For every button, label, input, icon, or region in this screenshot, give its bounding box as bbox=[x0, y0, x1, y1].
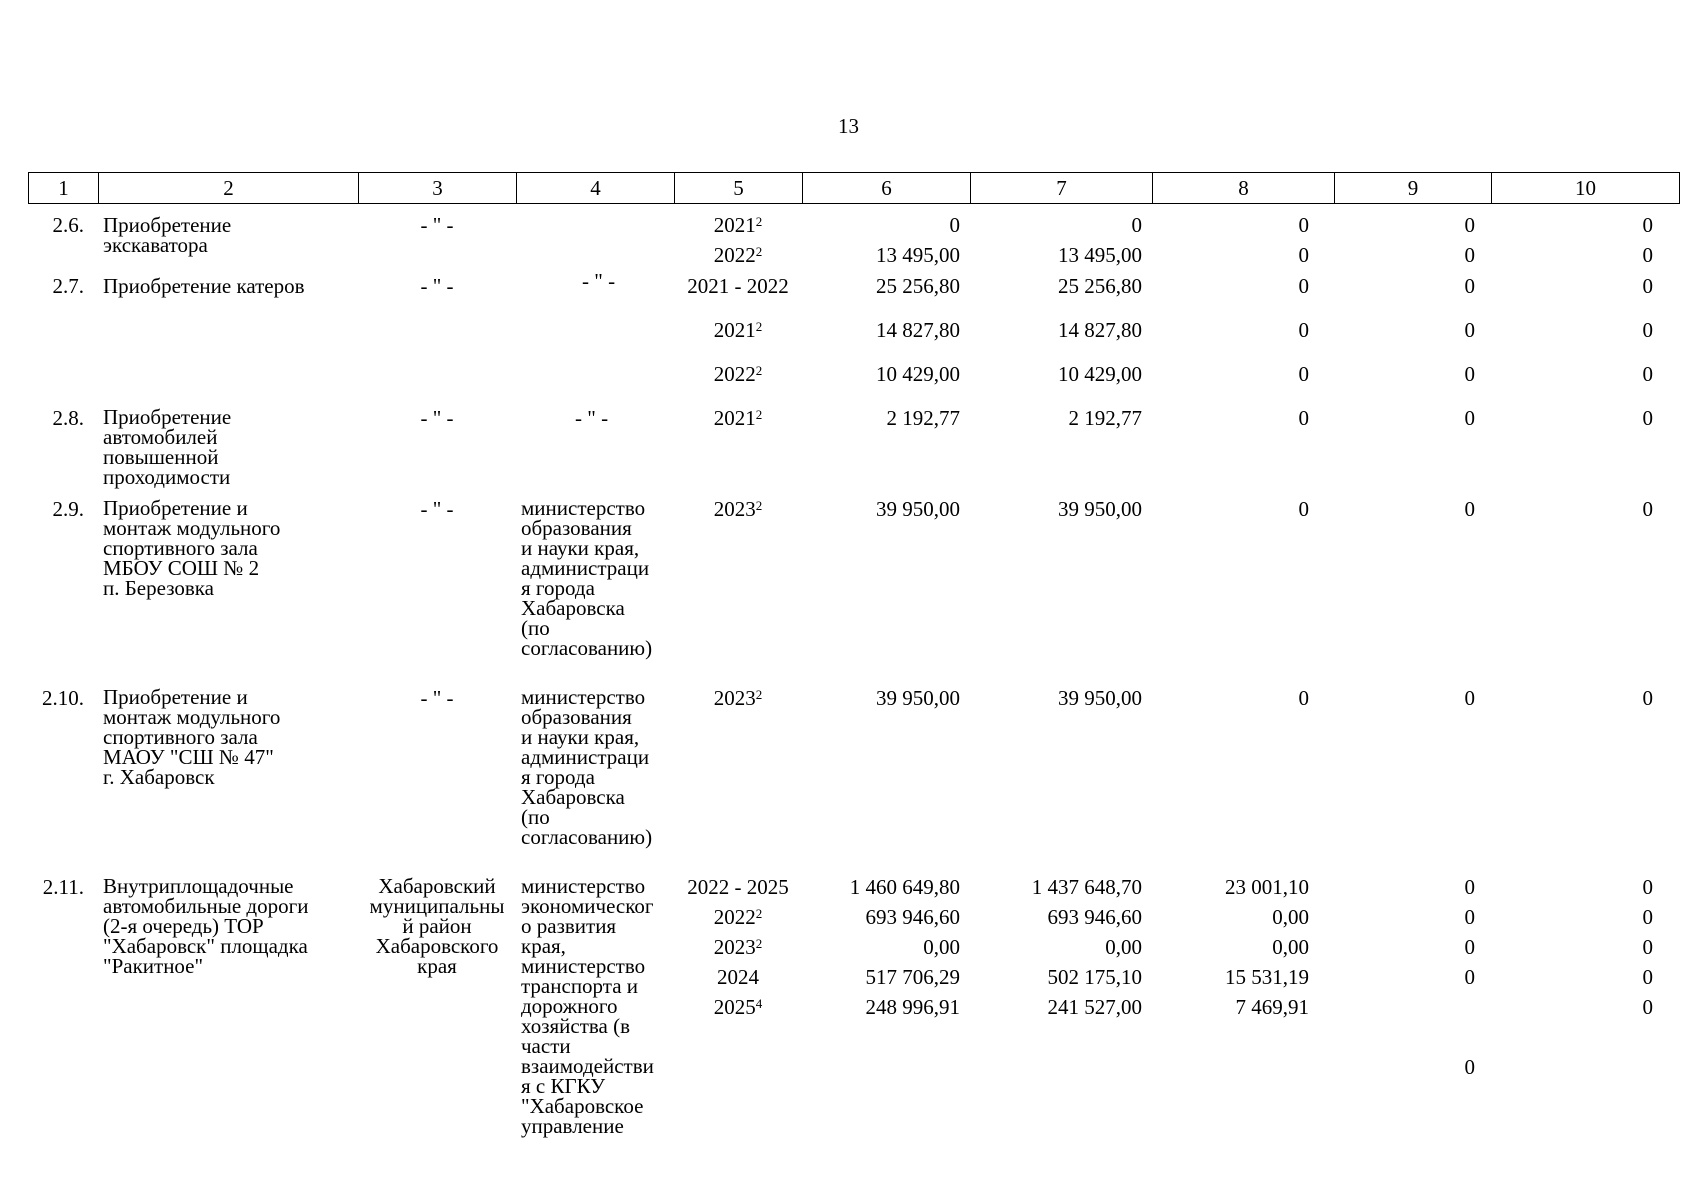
ditto-mark: - " - bbox=[575, 406, 609, 430]
cell-c7: 1 437 648,70 bbox=[1031, 875, 1142, 899]
cell-c7: 13 495,00 bbox=[1058, 243, 1142, 267]
year-cell: 2021 - 2022 bbox=[687, 274, 789, 298]
executor-line: администраци bbox=[521, 556, 650, 580]
row-name-line: Приобретение bbox=[103, 405, 232, 429]
row-name-line: спортивного зала bbox=[103, 536, 258, 560]
table-header bbox=[28, 172, 1680, 204]
cell-c9: 0 bbox=[1464, 497, 1475, 521]
ditto-mark: - " - bbox=[420, 406, 454, 430]
executor-line: согласованию) bbox=[521, 825, 653, 849]
cell-c7: 14 827,80 bbox=[1058, 318, 1142, 342]
row-name-line: автомобильные дороги bbox=[103, 894, 309, 918]
executor-line: дорожного bbox=[521, 994, 618, 1018]
column-header-7: 7 bbox=[971, 173, 1153, 203]
year-cell: 2021$^2$ bbox=[713, 406, 763, 430]
location-line: края bbox=[417, 954, 457, 978]
year-cell: 2022$^2$ bbox=[713, 905, 763, 929]
executor-line: и науки края, bbox=[521, 725, 640, 749]
row-name-line: "Ракитное" bbox=[103, 954, 204, 978]
year-cell: 2022$^2$ bbox=[713, 362, 763, 386]
cell-c6: 0 bbox=[949, 213, 960, 237]
location-line: Хабаровского bbox=[375, 934, 499, 958]
cell-c9: 0 bbox=[1464, 362, 1475, 386]
cell-c10: 0 bbox=[1642, 686, 1653, 710]
cell-c10: 0 bbox=[1642, 497, 1653, 521]
cell-c10: 0 bbox=[1642, 318, 1653, 342]
row-name-line: Приобретение и bbox=[103, 496, 248, 520]
cell-c6: 10 429,00 bbox=[876, 362, 960, 386]
column-header-8: 8 bbox=[1153, 173, 1335, 203]
executor-line: экономическог bbox=[521, 894, 654, 918]
executor-line: взаимодействи bbox=[521, 1054, 654, 1078]
row-name-line: проходимости bbox=[103, 465, 231, 489]
cell-c6: 2 192,77 bbox=[886, 406, 960, 430]
executor-line: Хабаровска bbox=[521, 785, 625, 809]
page-number: 13 bbox=[838, 114, 859, 138]
executor-line: министерство bbox=[521, 685, 646, 709]
executor-line: я города bbox=[521, 765, 595, 789]
column-header-1: 1 bbox=[29, 173, 99, 203]
row-name-line: Приобретение и bbox=[103, 685, 248, 709]
cell-c9: 0 bbox=[1464, 318, 1475, 342]
cell-c7: 39 950,00 bbox=[1058, 686, 1142, 710]
row-number: 2.7. bbox=[52, 274, 84, 298]
cell-c10: 0 bbox=[1642, 362, 1653, 386]
year-cell: 2023$^2$ bbox=[713, 686, 763, 710]
row-name-line: экскаватора bbox=[103, 233, 208, 257]
cell-c7: 10 429,00 bbox=[1058, 362, 1142, 386]
cell-c8: 0 bbox=[1298, 497, 1309, 521]
cell-c9: 0 bbox=[1464, 243, 1475, 267]
cell-c10: 0 bbox=[1642, 965, 1653, 989]
cell-c7: 25 256,80 bbox=[1058, 274, 1142, 298]
year-cell: 2021$^2$ bbox=[713, 213, 763, 237]
cell-c7: 2 192,77 bbox=[1068, 406, 1142, 430]
year-cell: 2022$^2$ bbox=[713, 243, 763, 267]
cell-c9: 0 bbox=[1464, 406, 1475, 430]
cell-c10: 0 bbox=[1642, 995, 1653, 1019]
row-name-line: п. Березовка bbox=[103, 576, 214, 600]
column-header-3: 3 bbox=[359, 173, 517, 203]
ditto-mark: - " - bbox=[420, 497, 454, 521]
ditto-mark: - " - bbox=[420, 686, 454, 710]
executor-line: и науки края, bbox=[521, 536, 640, 560]
cell-c10: 0 bbox=[1642, 905, 1653, 929]
year-cell: 2023$^2$ bbox=[713, 497, 763, 521]
cell-c8: 0 bbox=[1298, 274, 1309, 298]
executor-line: я с КГКУ bbox=[521, 1074, 606, 1098]
executor-line: министерство bbox=[521, 954, 646, 978]
row-number: 2.10. bbox=[42, 686, 84, 710]
row-name-line: г. Хабаровск bbox=[103, 765, 215, 789]
executor-line: (по bbox=[521, 805, 550, 829]
executor-line: образования bbox=[521, 705, 632, 729]
cell-c8: 0 bbox=[1298, 362, 1309, 386]
row-number: 2.8. bbox=[52, 406, 84, 430]
executor-line: согласованию) bbox=[521, 636, 653, 660]
cell-c9: 0 bbox=[1464, 274, 1475, 298]
cell-c10: 0 bbox=[1642, 243, 1653, 267]
cell-c6: 14 827,80 bbox=[876, 318, 960, 342]
row-name-line: спортивного зала bbox=[103, 725, 258, 749]
cell-c7: 0 bbox=[1131, 213, 1142, 237]
cell-c9: 0 bbox=[1464, 905, 1475, 929]
executor-line: транспорта и bbox=[521, 974, 639, 998]
cell-c10: 0 bbox=[1642, 875, 1653, 899]
cell-c8: 0,00 bbox=[1272, 905, 1309, 929]
cell-c8: 0,00 bbox=[1272, 935, 1309, 959]
executor-line: образования bbox=[521, 516, 632, 540]
cell-c10: 0 bbox=[1642, 935, 1653, 959]
cell-c8: 15 531,19 bbox=[1225, 965, 1309, 989]
column-header-9: 9 bbox=[1335, 173, 1492, 203]
row-number: 2.11. bbox=[42, 875, 84, 899]
row-name-line: "Хабаровск" площадка bbox=[103, 934, 308, 958]
ditto-mark: - " - bbox=[582, 269, 616, 293]
cell-c6: 25 256,80 bbox=[876, 274, 960, 298]
cell-c6: 1 460 649,80 bbox=[849, 875, 960, 899]
cell-c8: 23 001,10 bbox=[1225, 875, 1309, 899]
location-line: муниципальны bbox=[369, 894, 505, 918]
executor-line: министерство bbox=[521, 496, 646, 520]
cell-c9: 0 bbox=[1464, 935, 1475, 959]
cell-c8: 0 bbox=[1298, 406, 1309, 430]
cell-c7: 39 950,00 bbox=[1058, 497, 1142, 521]
executor-line: Хабаровска bbox=[521, 596, 625, 620]
cell-c7: 241 527,00 bbox=[1047, 995, 1142, 1019]
row-name-line: МБОУ СОШ № 2 bbox=[103, 556, 260, 580]
cell-c8: 0 bbox=[1298, 213, 1309, 237]
row-name-line: Приобретение катеров bbox=[103, 274, 305, 298]
executor-line: я города bbox=[521, 576, 595, 600]
cell-c6: 693 946,60 bbox=[865, 905, 960, 929]
cell-c6: 248 996,91 bbox=[865, 995, 960, 1019]
cell-c10: 0 bbox=[1642, 406, 1653, 430]
row-name-line: Внутриплощадочные bbox=[103, 874, 294, 898]
column-header-6: 6 bbox=[803, 173, 971, 203]
executor-line: министерство bbox=[521, 874, 646, 898]
row-number: 2.9. bbox=[52, 497, 84, 521]
executor-line: края, bbox=[521, 934, 566, 958]
row-name-line: Приобретение bbox=[103, 213, 232, 237]
column-header-5: 5 bbox=[675, 173, 803, 203]
cell-c10: 0 bbox=[1642, 213, 1653, 237]
cell-c8: 0 bbox=[1298, 318, 1309, 342]
cell-c8: 0 bbox=[1298, 686, 1309, 710]
location-line: Хабаровский bbox=[378, 874, 496, 898]
executor-line: управление bbox=[521, 1114, 624, 1138]
cell-c8: 0 bbox=[1298, 243, 1309, 267]
location-line: й район bbox=[402, 914, 472, 938]
executor-line: администраци bbox=[521, 745, 650, 769]
executor-line: о развития bbox=[521, 914, 617, 938]
cell-c6: 39 950,00 bbox=[876, 497, 960, 521]
year-cell: 2023$^2$ bbox=[713, 935, 763, 959]
column-header-2: 2 bbox=[99, 173, 359, 203]
year-cell: 2025$^4$ bbox=[713, 995, 763, 1019]
cell-c6: 0,00 bbox=[923, 935, 960, 959]
cell-c9: 0 bbox=[1464, 686, 1475, 710]
row-name-line: (2-я очередь) ТОР bbox=[103, 914, 264, 938]
ditto-mark: - " - bbox=[420, 213, 454, 237]
year-cell: 2022 - 2025 bbox=[687, 875, 789, 899]
executor-line: "Хабаровское bbox=[521, 1094, 644, 1118]
row-name-line: повышенной bbox=[103, 445, 219, 469]
cell-c9: 0 bbox=[1464, 875, 1475, 899]
executor-line: хозяйства (в bbox=[521, 1014, 631, 1038]
row-name-line: автомобилей bbox=[103, 425, 218, 449]
cell-c7: 502 175,10 bbox=[1047, 965, 1142, 989]
cell-c7: 0,00 bbox=[1105, 935, 1142, 959]
cell-c9: 0 bbox=[1464, 213, 1475, 237]
executor-line: части bbox=[521, 1034, 571, 1058]
cell-c10: 0 bbox=[1642, 274, 1653, 298]
year-cell: 2021$^2$ bbox=[713, 318, 763, 342]
row-number: 2.6. bbox=[52, 213, 84, 237]
cell-c9: 0 bbox=[1464, 965, 1475, 989]
cell-c7: 693 946,60 bbox=[1047, 905, 1142, 929]
cell-c6: 517 706,29 bbox=[865, 965, 960, 989]
cell-c6: 39 950,00 bbox=[876, 686, 960, 710]
year-cell: 2024 bbox=[717, 965, 759, 989]
row-name-line: МАОУ "СШ № 47" bbox=[103, 745, 274, 769]
column-header-4: 4 bbox=[517, 173, 675, 203]
row-name-line: монтаж модульного bbox=[103, 705, 281, 729]
ditto-mark: - " - bbox=[420, 274, 454, 298]
column-header-10: 10 bbox=[1575, 176, 1596, 200]
cell-c9: 0 bbox=[1464, 1055, 1475, 1079]
executor-line: (по bbox=[521, 616, 550, 640]
row-name-line: монтаж модульного bbox=[103, 516, 281, 540]
cell-c6: 13 495,00 bbox=[876, 243, 960, 267]
cell-c8: 7 469,91 bbox=[1235, 995, 1309, 1019]
